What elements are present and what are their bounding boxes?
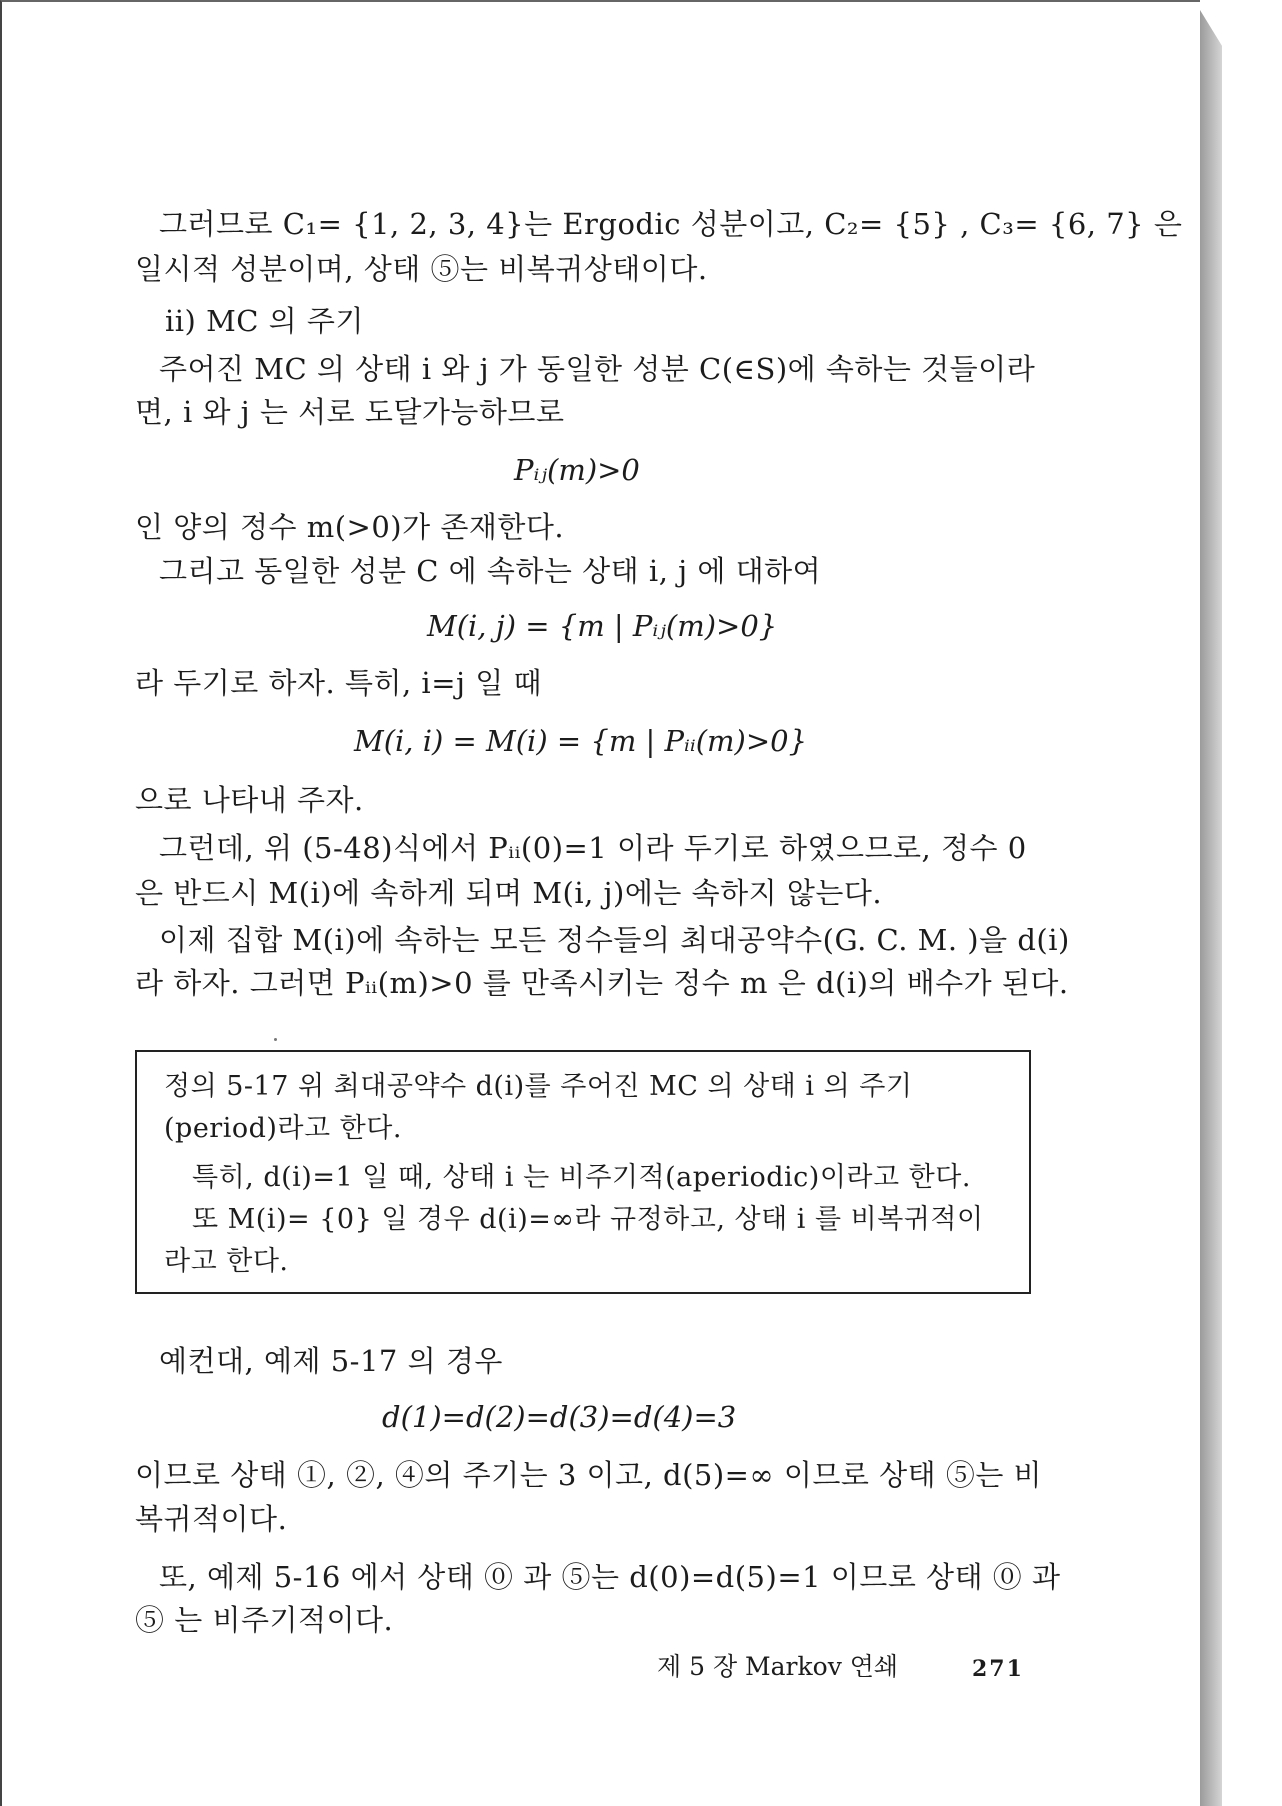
text-line: 복귀적이다.: [135, 1502, 288, 1536]
text-line: 또, 예제 5-16 에서 상태 ⓪ 과 ⑤는 d(0)=d(5)=1 이므로 상태 ⓪ 과: [159, 1560, 1061, 1594]
text-line: 예컨대, 예제 5-17 의 경우: [159, 1344, 503, 1378]
definition-line: 또 M(i)= {0} 일 경우 d(i)=∞라 규정하고, 상태 i 를 비복귀적이: [192, 1204, 984, 1235]
equation: M(i, i) = M(i) = {m | Pᵢᵢ(m)>0}: [354, 724, 808, 758]
section-heading: ii) MC 의 주기: [165, 304, 364, 338]
text-line: 라 하자. 그러면 Pᵢᵢ(m)>0 를 만족시키는 정수 m 은 d(i)의 배수가 된다.: [135, 966, 1069, 1000]
text-line: 라 두기로 하자. 특히, i=j 일 때: [135, 666, 542, 700]
text-line: 으로 나타내 주자.: [135, 783, 364, 817]
text-line: 이므로 상태 ①, ②, ④의 주기는 3 이고, d(5)=∞ 이므로 상태 ⑤는 비: [135, 1458, 1043, 1492]
stray-dot: [274, 1038, 277, 1041]
text-line: 그리고 동일한 성분 C 에 속하는 상태 i, j 에 대하여: [159, 554, 822, 588]
definition-box: [135, 1050, 1031, 1294]
page-number: 271: [972, 1656, 1024, 1682]
equation: M(i, j) = {m | Pᵢⱼ(m)>0}: [427, 609, 778, 643]
text-line: 그러므로 C₁= {1, 2, 3, 4}는 Ergodic 성분이고, C₂= {5} , C₃= {6, 7} 은: [159, 207, 1183, 241]
text-line: 이제 집합 M(i)에 속하는 모든 정수들의 최대공약수(G. C. M. )을 d(i): [159, 923, 1070, 957]
page-edge-shadow: [1200, 10, 1222, 1806]
text-line: 인 양의 정수 m(>0)가 존재한다.: [135, 510, 565, 544]
text-line: 그런데, 위 (5-48)식에서 Pᵢᵢ(0)=1 이라 두기로 하였으므로, 정수 0: [159, 831, 1027, 865]
text-line: 은 반드시 M(i)에 속하게 되며 M(i, j)에는 속하지 않는다.: [135, 876, 883, 910]
definition-line: (period)라고 한다.: [164, 1113, 402, 1144]
text-line: 일시적 성분이며, 상태 ⑤는 비복귀상태이다.: [135, 252, 708, 286]
definition-line: 정의 5-17 위 최대공약수 d(i)를 주어진 MC 의 상태 i 의 주기: [164, 1071, 913, 1102]
equation: d(1)=d(2)=d(3)=d(4)=3: [382, 1400, 737, 1434]
definition-line: 특히, d(i)=1 일 때, 상태 i 는 비주기적(aperiodic)이라고 한다.: [192, 1162, 971, 1193]
equation: Pᵢⱼ(m)>0: [514, 453, 640, 487]
running-footer: 제 5 장 Markov 연쇄: [657, 1652, 899, 1681]
definition-line: 라고 한다.: [164, 1246, 289, 1277]
text-line: 면, i 와 j 는 서로 도달가능하므로: [135, 395, 565, 429]
text-line: 주어진 MC 의 상태 i 와 j 가 동일한 성분 C(∈S)에 속하는 것들이라: [159, 352, 1036, 386]
text-line: ⑤ 는 비주기적이다.: [135, 1603, 394, 1637]
